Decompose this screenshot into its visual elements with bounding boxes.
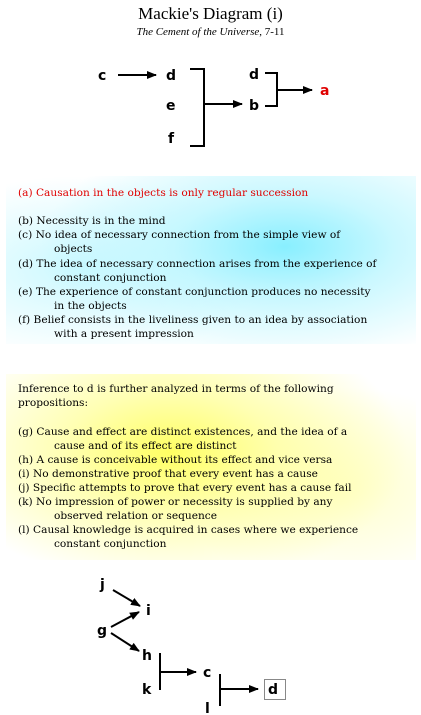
node-e: e: [166, 98, 176, 114]
node-h: h: [142, 648, 152, 664]
proposition-i: (i) No demonstrative proof that every event has a cause: [18, 468, 318, 480]
proposition-g: (g) Cause and effect are distinct existences, and the idea of a cause and of its effect are distinct: [18, 426, 348, 452]
node-c: c: [98, 68, 107, 84]
book-title: The Cement of the Universe: [136, 26, 260, 38]
arrow-j-to-i: [113, 590, 140, 606]
page-title: Mackie's Diagram (i): [138, 4, 283, 23]
proposition-a: (a) Causation in the objects is only regular succession: [18, 187, 309, 199]
proposition-f: (f) Belief consists in the liveliness given to an idea by association with a present impression: [18, 314, 368, 340]
proposition-h: (h) A cause is conceivable without its effect and vice versa: [18, 454, 333, 466]
node-b: b: [249, 98, 260, 114]
arrow-g-to-h: [111, 633, 139, 651]
node-a: a: [320, 83, 330, 99]
node-f: f: [168, 131, 175, 147]
proposition-j: (j) Specific attempts to prove that every event has a cause fail: [18, 482, 352, 494]
node-d-final: d: [268, 682, 279, 698]
proposition-e: (e) The experience of constant conjunction produces no necessity in the objects: [18, 286, 371, 312]
node-d: d: [166, 68, 177, 84]
proposition-d: (d) The idea of necessary connection arises from the experience of constant conjunction: [18, 258, 377, 284]
proposition-l: (l) Causal knowledge is acquired in cases where we experience constant conjunction: [18, 524, 359, 550]
proposition-k: (k) No impression of power or necessity is supplied by any observed relation or sequence: [18, 496, 333, 522]
node-d-upper: d: [249, 67, 260, 83]
node-k: k: [142, 682, 152, 698]
proposition-b: (b) Necessity is in the mind: [18, 215, 166, 227]
proposition-c: (c) No idea of necessary connection from the simple view of objects: [18, 229, 341, 255]
node-j: j: [100, 577, 105, 593]
node-l: l: [205, 701, 210, 715]
panel-intro: Inference to d is further analyzed in terms of the following propositions:: [18, 383, 334, 409]
node-c: c: [203, 665, 212, 681]
node-i: i: [146, 603, 151, 619]
arrow-g-to-i: [111, 612, 139, 627]
node-g: g: [97, 623, 108, 639]
page-reference: , 7-11: [259, 26, 285, 38]
